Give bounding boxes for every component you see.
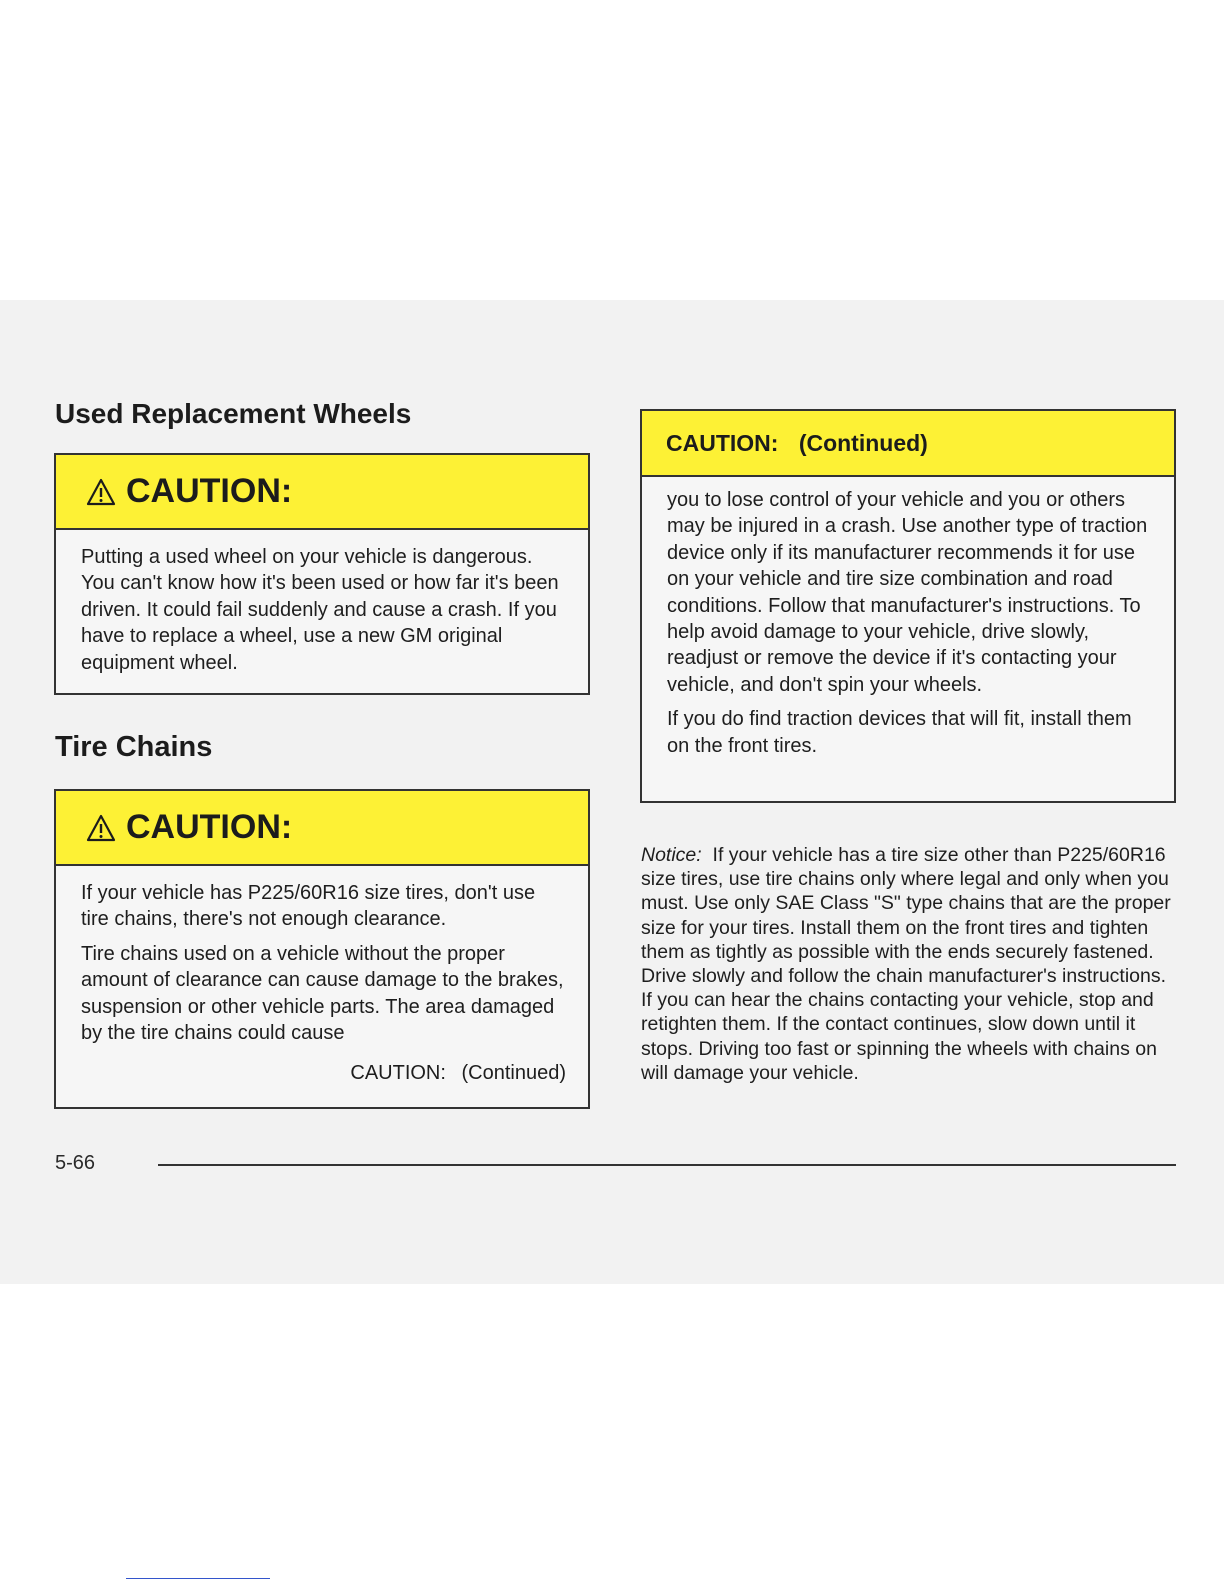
heading-tire-chains: Tire Chains <box>55 731 213 763</box>
bottom-link-underline <box>126 1578 270 1579</box>
caution-title-text: CAUTION: <box>126 808 293 846</box>
caution-continued-label: CAUTION: (Continued) <box>350 1062 566 1084</box>
caution-continued-paragraph-1: you to lose control of your vehicle and you or others may be injured in a crash. Use another type of traction device only if its manufacturer recommends it for use on your vehicle and tire size combination and road conditions. Follow that manufacturer's instructions. To help avoid damage to your vehicle, drive slowly, readjust or remove the device if it's contacting your vehicle, and don't spin your wheels. <box>667 489 1148 696</box>
caution-box-tire-chains <box>54 789 590 1109</box>
caution-continued-title: CAUTION: (Continued) <box>666 429 928 456</box>
warning-triangle-icon <box>86 814 116 842</box>
caution-paragraph-1: If your vehicle has P225/60R16 size tires, don't use tire chains, there's not enough clearance. <box>81 882 536 931</box>
caution-body <box>56 866 588 1046</box>
caution-title <box>56 472 292 511</box>
footer-rule <box>158 1164 1176 1166</box>
notice-paragraph <box>641 843 1177 1085</box>
notice-label: Notice: <box>641 844 702 866</box>
warning-triangle-icon <box>86 478 116 506</box>
notice-text: If your vehicle has a tire size other than P225/60R16 size tires, use tire chains only where legal and only when you must. Use only SAE Class "S" type chains that are the proper size for your tires. Install them on the front tires and tighten them as tightly as possible with the ends securely fastened. Drive slowly and follow the chain manufacturer's instructions. If you can hear the chains contacting your vehicle, stop and retighten them. If the contact continues, slow down until it stops. Driving too fast or spinning the wheels with chains on will damage your vehicle. <box>641 844 1171 1084</box>
caution-box-continued <box>640 409 1176 803</box>
caution-continued-header <box>642 411 1174 477</box>
caution-header <box>56 455 588 530</box>
caution-header <box>56 791 588 866</box>
caution-body <box>56 530 588 676</box>
caution-box-used-wheel <box>54 453 590 695</box>
page-number: 5-66 <box>55 1152 96 1174</box>
caution-continued-body <box>642 477 1174 759</box>
heading-used-replacement-wheels: Used Replacement Wheels <box>55 398 412 429</box>
caution-continued-paragraph-2: If you do find traction devices that will fit, install them on the front tires. <box>667 708 1132 757</box>
caution-body-text: Putting a used wheel on your vehicle is dangerous. You can't know how it's been used or how far it's been driven. It could fail suddenly and cause a crash. If you have to replace a wheel, use a new GM original equipment wheel. <box>81 546 559 674</box>
caution-title <box>56 808 292 847</box>
caution-title-text: CAUTION: <box>126 472 293 510</box>
caution-paragraph-2: Tire chains used on a vehicle without the proper amount of clearance can cause damage to the brakes, suspension or other vehicle parts. The area damaged by the tire chains could cause <box>81 942 564 1045</box>
